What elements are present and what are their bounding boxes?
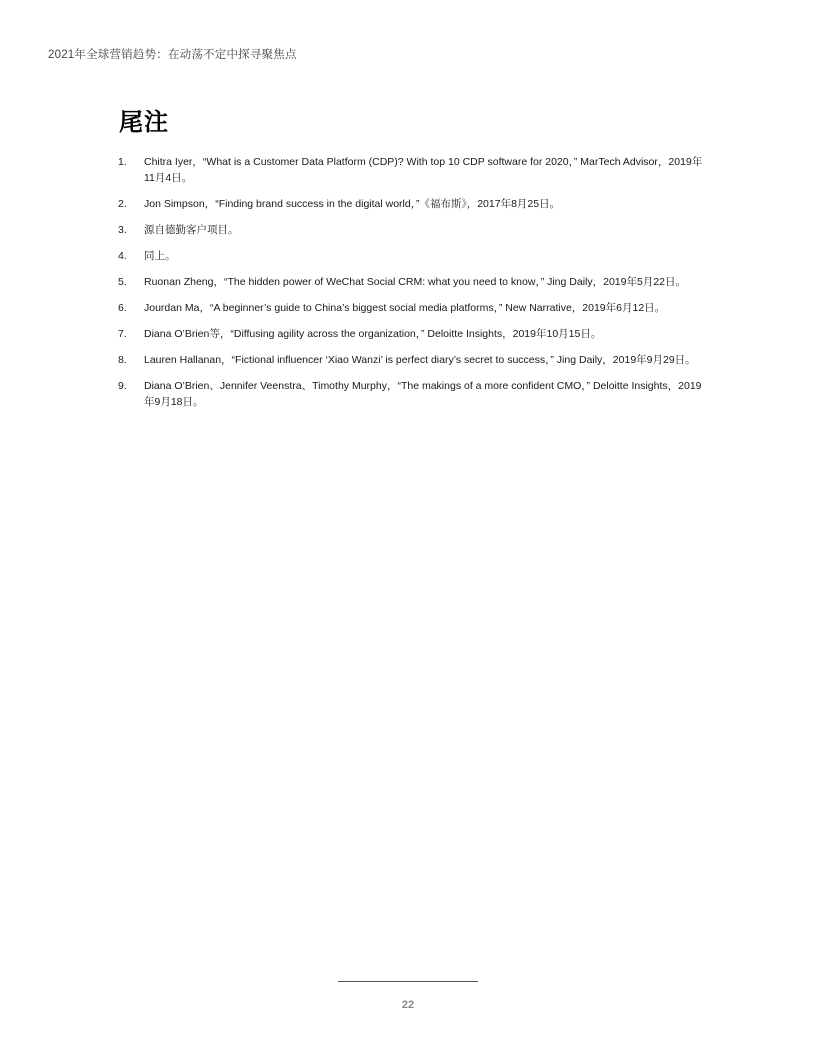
- endnote-number: 2.: [118, 198, 127, 210]
- endnote-number: 1.: [118, 156, 127, 168]
- endnote-item: [118, 154, 708, 186]
- endnote-number: 6.: [118, 302, 127, 314]
- endnote-text: Diana O’Brien等，“Diffusing agility across the organization，” Deloitte Insights，2019年10月15日。: [144, 328, 602, 340]
- endnote-item: [118, 274, 708, 290]
- endnote-text: Jon Simpson，“Finding brand success in the digital world，”《福布斯》，2017年8月25日。: [144, 198, 561, 210]
- endnote-item: [118, 248, 708, 264]
- endnote-text: 源自德勤客户项目。: [144, 224, 239, 236]
- endnote-item: [118, 352, 708, 368]
- page-number: 22: [401, 999, 415, 1011]
- endnote-item: [118, 196, 708, 212]
- endnote-item: [118, 326, 708, 342]
- endnote-number: 4.: [118, 250, 127, 262]
- footer-divider: [338, 981, 478, 982]
- endnote-number: 8.: [118, 354, 127, 366]
- endnote-text: 同上。: [144, 250, 176, 262]
- endnote-number: 5.: [118, 276, 127, 288]
- endnote-text: Chitra Iyer，“What is a Customer Data Platform (CDP)? With top 10 CDP software for 2020，” MarTech Advisor，2019年11月4日。: [144, 156, 703, 184]
- section-title: 尾注: [119, 109, 169, 136]
- endnote-text: Ruonan Zheng，“The hidden power of WeChat Social CRM: what you need to know，” Jing Daily，2019年5月22日。: [144, 276, 686, 288]
- endnote-number: 7.: [118, 328, 127, 340]
- running-header: 2021年全球营销趋势：在动荡不定中探寻聚焦点: [48, 49, 297, 61]
- endnotes-list: [118, 154, 708, 420]
- endnote-number: 3.: [118, 224, 127, 236]
- endnote-item: [118, 300, 708, 316]
- endnote-item: [118, 378, 708, 410]
- endnote-text: Jourdan Ma，“A beginner’s guide to China’s biggest social media platforms，” New Narrative，2019年6月12日。: [144, 302, 666, 314]
- endnote-item: [118, 222, 708, 238]
- endnote-number: 9.: [118, 380, 127, 392]
- endnote-text: Diana O’Brien、Jennifer Veenstra、Timothy Murphy，“The makings of a more confident CMO，” Deloitte Insights，2019年9月18日。: [144, 380, 702, 408]
- endnote-text: Lauren Hallanan，“Fictional influencer ‘Xiao Wanzi’ is perfect diary’s secret to success，” Jing Daily，2019年9月29日。: [144, 354, 696, 366]
